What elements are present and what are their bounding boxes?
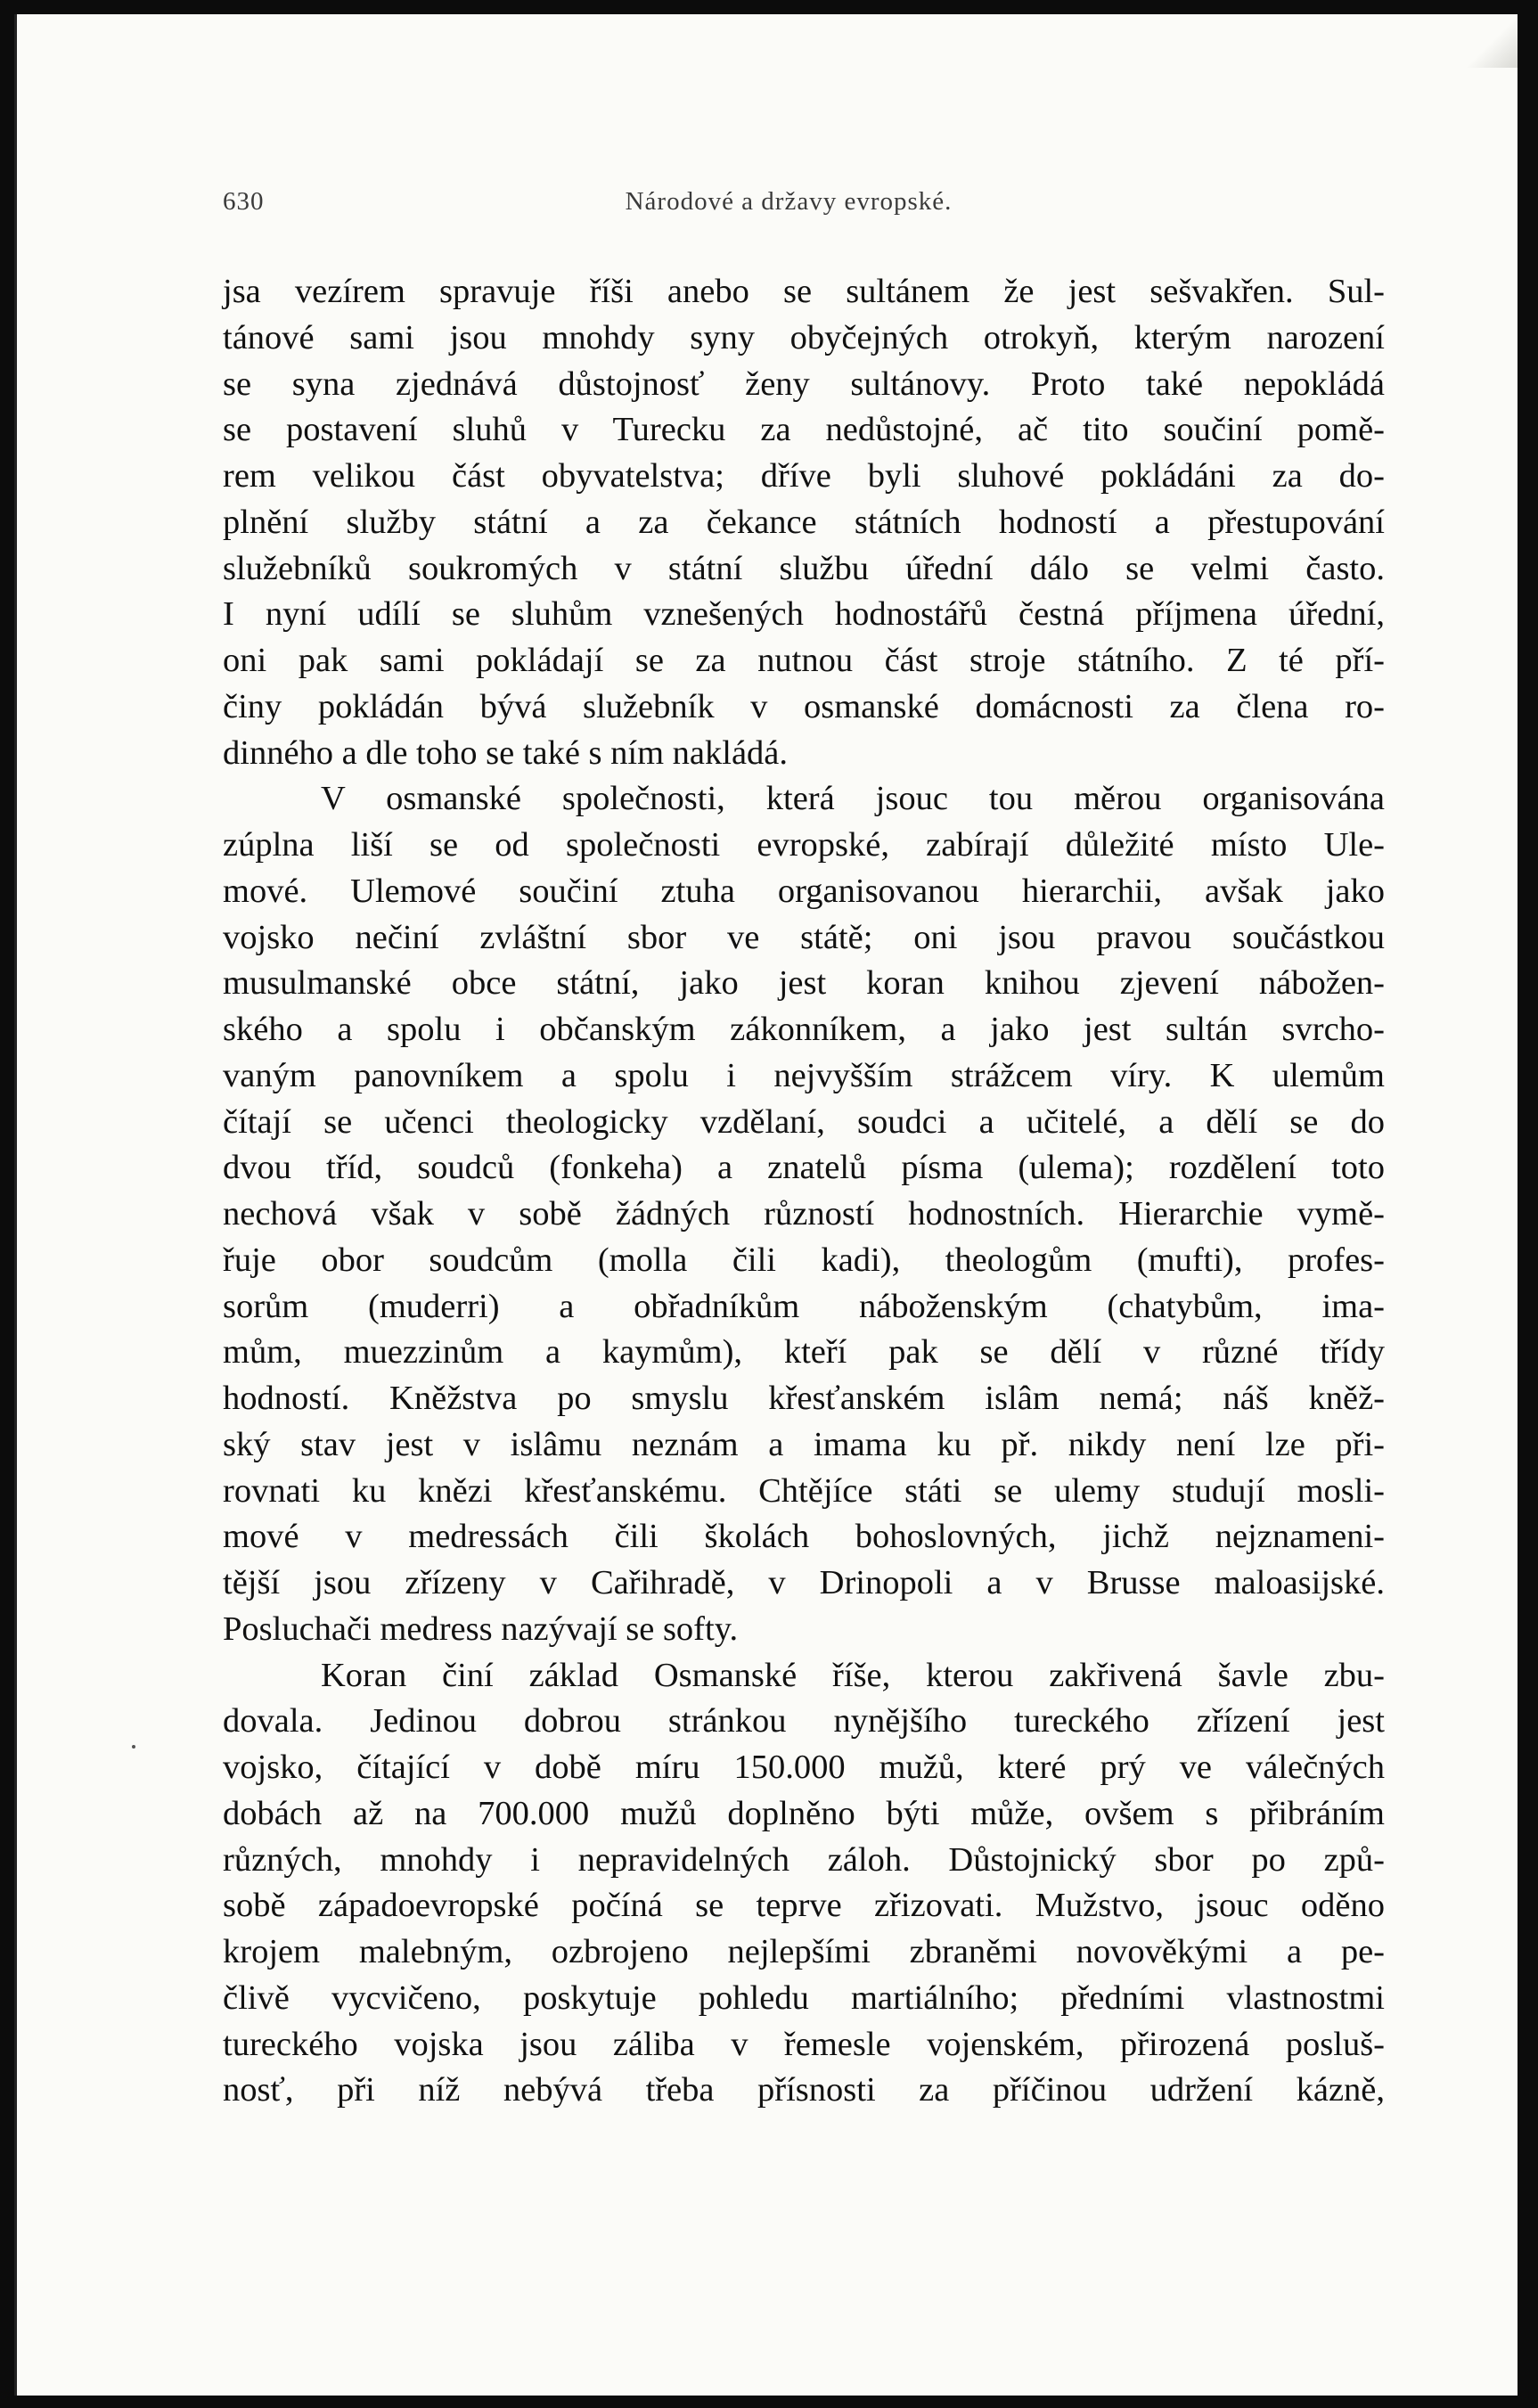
text-line: Posluchači medress nazývají se softy.	[223, 1609, 739, 1648]
text-line: oni pak sami pokládají se za nutnou část stroje státního. Z té pří-	[223, 642, 1385, 679]
text-line: se syna zjednává důstojnosť ženy sultánovy. Proto také nepokládá	[223, 364, 1385, 403]
text-line: ského a spolu i občanským zákonníkem, a jako jest sultán svrcho-	[223, 1011, 1385, 1048]
text-line: tánové sami jsou mnohdy syny obyčejných otrokyň, kterým narození	[223, 318, 1385, 356]
text-line: čítají se učenci theologicky vzdělaní, soudci a učitelé, a dělí se do	[223, 1102, 1385, 1141]
paragraph-2	[223, 776, 1385, 1652]
paragraph-1	[223, 269, 1385, 776]
text-line: různých, mnohdy i nepravidelných záloh. Důstojnický sbor po způ-	[223, 1840, 1385, 1879]
text-line: se postavení sluhů v Turecku za nedůstojné, ač tito součiní pomě-	[223, 411, 1385, 449]
text-line: mové. Ulemové součiní ztuha organisovanou hierarchii, avšak jako	[223, 872, 1385, 910]
text-line: sobě západoevropské počíná se teprve zřizovati. Mužstvo, jsouc oděno	[223, 1887, 1385, 1925]
text-line: rem velikou část obyvatelstva; dříve byli sluhové pokládáni za do-	[223, 457, 1385, 495]
text-line: sorům (muderri) a obřadníkům náboženským (chatybům, ima-	[223, 1287, 1385, 1325]
text-line: služebníků soukromých v státní službu úřední dálo se velmi často.	[223, 549, 1385, 587]
text-line: jsa vezírem spravuje říši anebo se sultánem že jest sešvakřen. Sul-	[223, 273, 1385, 310]
text-line: dvou tříd, soudců (fonkeha) a znatelů písma (ulema); rozdělení toto	[223, 1149, 1385, 1187]
page-number: 630	[223, 187, 265, 216]
text-line: tější jsou zřízeny v Cařihradě, v Drinopoli a v Brusse maloasijské.	[223, 1564, 1385, 1601]
text-line: nechová však v sobě žádných růzností hodnostních. Hierarchie vymě-	[223, 1195, 1385, 1233]
text-line: ský stav jest v islâmu neznám a imama ku př. nikdy není lze při-	[223, 1425, 1385, 1463]
text-line: vojsko, čítající v době míru 150.000 mužů, které prý ve válečných	[223, 1749, 1385, 1786]
running-title: Národové a državy evropské.	[625, 187, 953, 216]
text-line: řuje obor soudcům (molla čili kadi), theologům (mufti), profes-	[223, 1241, 1385, 1279]
page-header	[223, 187, 1354, 223]
text-line: zúplna liší se od společnosti evropské, zabírají důležité místo Ule-	[223, 826, 1385, 864]
text-line: činy pokládán bývá služebník v osmanské domácnosti za člena ro-	[223, 687, 1385, 725]
text-line: mům, muezzinům a kaymům), kteří pak se dělí v různé třídy	[223, 1333, 1385, 1372]
text-line: Koran činí základ Osmanské říše, kterou zakřivená šavle zbu-	[321, 1656, 1385, 1694]
text-line: člivě vycvičeno, poskytuje pohledu martiálního; předními vlastnostmi	[223, 1978, 1385, 2017]
text-line: dovala. Jedinou dobrou stránkou nynějšího tureckého zřízení jest	[223, 1702, 1385, 1740]
margin-speck	[132, 1745, 135, 1749]
text-line: I nyní udílí se sluhům vznešených hodnostářů čestná příjmena úřední,	[223, 595, 1385, 634]
text-line: rovnati ku knězi křesťanskému. Chtějíce státi se ulemy studují mosli-	[223, 1471, 1385, 1510]
text-line: musulmanské obce státní, jako jest koran knihou zjevení nábožen-	[223, 964, 1385, 1003]
text-line: vaným panovníkem a spolu i nejvyšším strážcem víry. K ulemům	[223, 1056, 1385, 1094]
page-corner-shadow	[1455, 14, 1518, 68]
paragraph-3	[223, 1653, 1385, 2115]
text-line: V osmanské společnosti, která jsouc tou měrou organisována	[321, 780, 1385, 818]
text-line: hodností. Kněžstva po smyslu křesťanském islâm nemá; náš kněž-	[223, 1380, 1385, 1417]
text-line: plnění služby státní a za čekance státních hodností a přestupování	[223, 503, 1385, 541]
text-line: krojem malebným, ozbrojeno nejlepšími zbraněmi novověkými a pe-	[223, 1933, 1385, 1970]
page-body	[223, 269, 1385, 2114]
text-line: mové v medressách čili školách bohoslovných, jichž nejznameni-	[223, 1518, 1385, 1556]
text-line: dobách až na 700.000 mužů doplněno býti může, ovšem s přibráním	[223, 1794, 1385, 1832]
text-line: vojsko nečiní zvláštní sbor ve státě; oni jsou pravou součástkou	[223, 918, 1385, 956]
text-line: nosť, při níž nebývá třeba přísnosti za příčinou udržení kázně,	[223, 2071, 1385, 2109]
text-line: tureckého vojska jsou záliba v řemesle vojenském, přirozená posluš-	[223, 2025, 1385, 2063]
text-line: dinného a dle toho se také s ním nakládá.	[223, 733, 789, 772]
